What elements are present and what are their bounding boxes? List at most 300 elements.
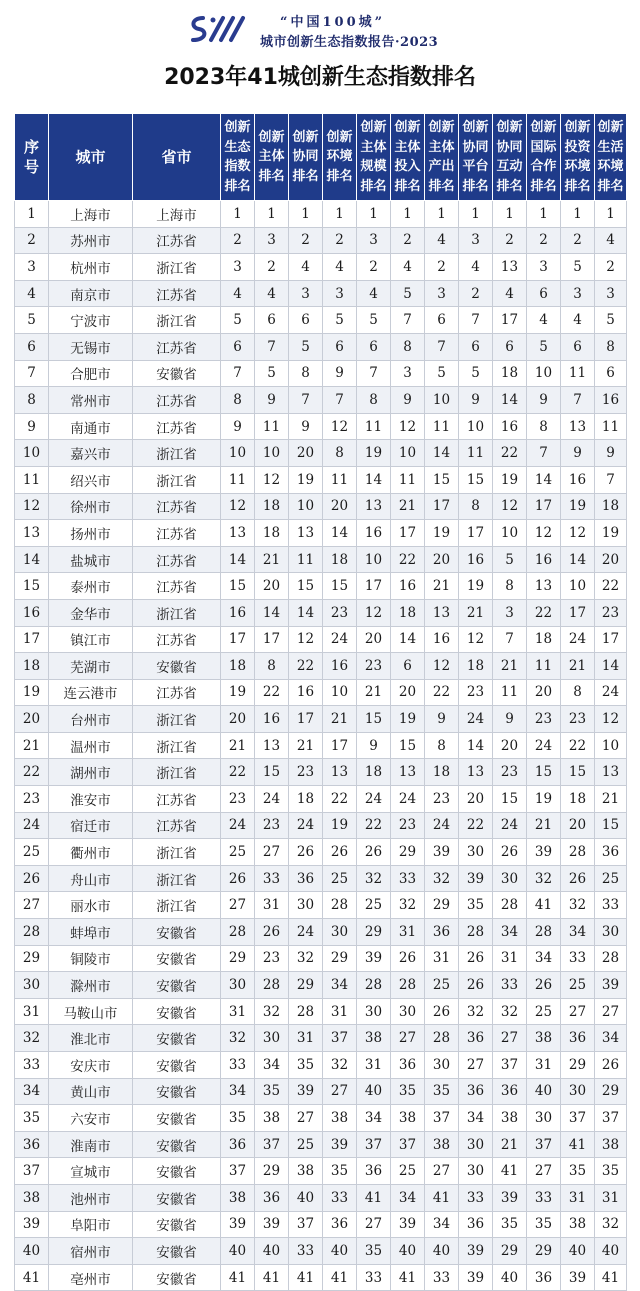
table-row [15,493,627,520]
cell-investment_env: 19 [561,493,595,520]
table-row [15,1105,627,1132]
cell-province: 浙江省 [133,466,221,493]
cell-province: 浙江省 [133,307,221,334]
cell-international: 7 [527,440,561,467]
cell-no: 29 [15,945,49,972]
cell-overall: 21 [221,732,255,759]
cell-synergy_interaction: 1 [493,201,527,228]
cell-synergy: 14 [289,599,323,626]
column-header-text: 协同 [496,139,523,155]
cell-subject: 36 [255,1184,289,1211]
cell-subject_scale: 2 [357,254,391,281]
cell-no: 16 [15,599,49,626]
cell-environment: 27 [323,1078,357,1105]
cell-living_env: 1 [595,201,627,228]
cell-subject_output: 13 [425,599,459,626]
cell-investment_env: 16 [561,466,595,493]
cell-investment_env: 38 [561,1211,595,1238]
cell-environment: 34 [323,972,357,999]
cell-overall: 36 [221,1131,255,1158]
cell-synergy: 12 [289,626,323,653]
cell-environment: 37 [323,1025,357,1052]
ranking-table [14,113,627,1291]
cell-subject_input: 41 [391,1264,425,1291]
cell-province: 江苏省 [133,573,221,600]
cell-international: 36 [527,1264,561,1291]
cell-living_env: 6 [595,360,627,387]
column-header-text: 创新 [564,120,591,135]
column-header-text: 序 [23,138,39,156]
cell-subject: 41 [255,1264,289,1291]
cell-subject_input: 3 [391,360,425,387]
cell-synergy_interaction: 14 [493,387,527,414]
cell-subject: 22 [255,679,289,706]
column-header-text: 创新 [597,120,624,135]
cell-subject_output: 3 [425,280,459,307]
cell-province: 安徽省 [133,1078,221,1105]
cell-subject_output: 23 [425,786,459,813]
cell-subject: 20 [255,573,289,600]
cell-living_env: 36 [595,839,627,866]
table-row [15,1078,627,1105]
table-row [15,839,627,866]
cell-investment_env: 31 [561,1184,595,1211]
cell-synergy_interaction: 38 [493,1105,527,1132]
cell-subject: 31 [255,892,289,919]
cell-investment_env: 40 [561,1238,595,1265]
cell-investment_env: 21 [561,653,595,680]
cell-synergy_platform: 13 [459,759,493,786]
cell-synergy_platform: 28 [459,919,493,946]
cell-city: 苏州市 [49,227,133,254]
cell-synergy_interaction: 27 [493,1025,527,1052]
cell-living_env: 4 [595,227,627,254]
cell-environment: 41 [323,1264,357,1291]
column-header-text: 主体 [258,149,285,165]
cell-living_env: 21 [595,786,627,813]
cell-subject: 9 [255,387,289,414]
cell-subject_scale: 11 [357,413,391,440]
cell-synergy: 40 [289,1184,323,1211]
cell-living_env: 9 [595,440,627,467]
cell-subject: 1 [255,201,289,228]
cell-subject: 29 [255,1158,289,1185]
cell-synergy_platform: 15 [459,466,493,493]
column-header-text: 排名 [394,178,421,194]
cell-city: 合肥市 [49,360,133,387]
cell-environment: 31 [323,998,357,1025]
cell-city: 宿州市 [49,1238,133,1265]
cell-subject_output: 31 [425,945,459,972]
cell-subject_scale: 7 [357,360,391,387]
cell-synergy_interaction: 11 [493,679,527,706]
cell-synergy_interaction: 35 [493,1211,527,1238]
column-header-text: 创新 [360,120,387,135]
cell-synergy_platform: 1 [459,201,493,228]
cell-synergy_platform: 26 [459,972,493,999]
cell-international: 13 [527,573,561,600]
cell-synergy: 31 [289,1025,323,1052]
cell-investment_env: 7 [561,387,595,414]
column-header-text: 指数 [224,159,251,174]
cell-subject_scale: 20 [357,626,391,653]
cell-no: 10 [15,440,49,467]
cell-overall: 13 [221,520,255,547]
cell-overall: 34 [221,1078,255,1105]
cell-investment_env: 6 [561,333,595,360]
cell-subject_output: 14 [425,440,459,467]
cell-overall: 40 [221,1238,255,1265]
table-row [15,1264,627,1291]
cell-city: 湖州市 [49,759,133,786]
cell-environment: 40 [323,1238,357,1265]
cell-investment_env: 32 [561,892,595,919]
cell-overall: 10 [221,440,255,467]
table-row [15,706,627,733]
cell-environment: 16 [323,653,357,680]
cell-international: 10 [527,360,561,387]
cell-living_env: 10 [595,732,627,759]
cell-subject_output: 5 [425,360,459,387]
cell-subject_input: 9 [391,387,425,414]
cell-subject: 23 [255,945,289,972]
cell-subject_input: 19 [391,706,425,733]
column-header-subject_input [391,114,425,201]
cell-synergy: 26 [289,839,323,866]
cell-living_env: 2 [595,254,627,281]
cell-no: 41 [15,1264,49,1291]
cell-province: 浙江省 [133,732,221,759]
cell-no: 24 [15,812,49,839]
cell-subject_scale: 13 [357,493,391,520]
cell-subject_output: 10 [425,387,459,414]
cell-living_env: 16 [595,387,627,414]
cell-province: 浙江省 [133,892,221,919]
cell-environment: 23 [323,599,357,626]
cell-no: 3 [15,254,49,281]
cell-no: 11 [15,466,49,493]
cell-province: 江苏省 [133,546,221,573]
table-row [15,546,627,573]
cell-subject_scale: 5 [357,307,391,334]
cell-subject_output: 24 [425,812,459,839]
cell-investment_env: 11 [561,360,595,387]
column-header-subject_scale [357,114,391,201]
cell-subject_scale: 30 [357,998,391,1025]
cell-subject: 34 [255,1052,289,1079]
cell-subject: 13 [255,732,289,759]
table-row [15,520,627,547]
cell-synergy_interaction: 12 [493,493,527,520]
cell-province: 安徽省 [133,653,221,680]
cell-synergy: 9 [289,413,323,440]
cell-subject_scale: 1 [357,201,391,228]
cell-overall: 27 [221,892,255,919]
cell-subject_input: 7 [391,307,425,334]
cell-subject_output: 1 [425,201,459,228]
cell-subject_output: 39 [425,839,459,866]
cell-no: 18 [15,653,49,680]
cell-living_env: 39 [595,972,627,999]
cell-overall: 11 [221,466,255,493]
cell-city: 淮安市 [49,786,133,813]
cell-overall: 9 [221,413,255,440]
cell-city: 铜陵市 [49,945,133,972]
cell-environment: 8 [323,440,357,467]
cell-synergy_interaction: 23 [493,759,527,786]
column-header-province [133,114,221,201]
column-header-text: 产出 [428,159,455,174]
cell-city: 上海市 [49,201,133,228]
cell-synergy: 1 [289,201,323,228]
cell-city: 扬州市 [49,520,133,547]
cell-subject_input: 26 [391,945,425,972]
cell-living_env: 27 [595,998,627,1025]
cell-synergy: 37 [289,1211,323,1238]
cell-subject_output: 37 [425,1105,459,1132]
cell-synergy: 27 [289,1105,323,1132]
cell-environment: 6 [323,333,357,360]
column-header-text: 协同 [292,149,319,165]
cell-subject_input: 25 [391,1158,425,1185]
cell-subject: 35 [255,1078,289,1105]
cell-environment: 2 [323,227,357,254]
cell-subject_scale: 8 [357,387,391,414]
cell-synergy_platform: 19 [459,573,493,600]
cell-subject_input: 27 [391,1025,425,1052]
cell-city: 池州市 [49,1184,133,1211]
table-row [15,1158,627,1185]
cell-subject_scale: 31 [357,1052,391,1079]
column-header-synergy_interaction [493,114,527,201]
cell-overall: 15 [221,573,255,600]
cell-subject_output: 33 [425,1264,459,1291]
cell-synergy_interaction: 17 [493,307,527,334]
cell-synergy: 11 [289,546,323,573]
cell-subject: 3 [255,227,289,254]
cell-environment: 32 [323,1052,357,1079]
cell-synergy_interaction: 8 [493,573,527,600]
cell-province: 安徽省 [133,1052,221,1079]
cell-province: 江苏省 [133,493,221,520]
cell-overall: 6 [221,333,255,360]
cell-synergy_interaction: 36 [493,1078,527,1105]
table-row [15,413,627,440]
cell-living_env: 31 [595,1184,627,1211]
cell-living_env: 40 [595,1238,627,1265]
cell-living_env: 8 [595,333,627,360]
cell-no: 19 [15,679,49,706]
cell-province: 浙江省 [133,254,221,281]
cell-synergy_interaction: 19 [493,466,527,493]
cell-synergy: 22 [289,653,323,680]
column-header-subject [255,114,289,201]
column-header-no [15,114,49,201]
cell-overall: 18 [221,653,255,680]
cell-environment: 9 [323,360,357,387]
cell-subject: 15 [255,759,289,786]
cell-international: 35 [527,1211,561,1238]
cell-synergy_platform: 10 [459,413,493,440]
cell-overall: 1 [221,201,255,228]
cell-international: 37 [527,1131,561,1158]
column-header-text: 创新 [428,120,455,135]
cell-subject_input: 35 [391,1078,425,1105]
cell-subject_scale: 33 [357,1264,391,1291]
cell-investment_env: 8 [561,679,595,706]
cell-subject_scale: 29 [357,919,391,946]
cell-living_env: 17 [595,626,627,653]
cell-city: 南通市 [49,413,133,440]
cell-synergy_interaction: 32 [493,998,527,1025]
cell-province: 浙江省 [133,706,221,733]
cell-subject_output: 34 [425,1211,459,1238]
cell-subject_output: 25 [425,972,459,999]
table-row [15,387,627,414]
cell-investment_env: 22 [561,732,595,759]
table-body [15,201,627,1291]
cell-province: 江苏省 [133,786,221,813]
column-header-synergy_platform [459,114,493,201]
cell-international: 32 [527,865,561,892]
column-header-text: 排名 [462,178,489,194]
cell-environment: 10 [323,679,357,706]
cell-synergy: 7 [289,387,323,414]
column-header-text: 主体 [360,139,387,155]
cell-international: 16 [527,546,561,573]
cell-living_env: 29 [595,1078,627,1105]
cell-city: 温州市 [49,732,133,759]
cell-subject_output: 29 [425,892,459,919]
cell-subject_scale: 26 [357,839,391,866]
column-header-text: 合作 [530,159,557,174]
cell-synergy_interaction: 31 [493,945,527,972]
cell-city: 常州市 [49,387,133,414]
cell-subject_input: 4 [391,254,425,281]
cell-synergy_platform: 23 [459,679,493,706]
cell-city: 杭州市 [49,254,133,281]
cell-living_env: 7 [595,466,627,493]
cell-synergy_platform: 36 [459,1211,493,1238]
cell-subject_input: 22 [391,546,425,573]
cell-subject_scale: 3 [357,227,391,254]
cell-synergy_platform: 27 [459,1052,493,1079]
cell-subject_output: 22 [425,679,459,706]
cell-synergy_interaction: 40 [493,1264,527,1291]
table-row [15,201,627,228]
cell-subject_scale: 38 [357,1025,391,1052]
column-header-text: 排名 [564,178,591,194]
cell-living_env: 22 [595,573,627,600]
cell-overall: 33 [221,1052,255,1079]
column-header-subject_output [425,114,459,201]
cell-synergy_platform: 14 [459,732,493,759]
cell-synergy: 15 [289,573,323,600]
cell-investment_env: 34 [561,919,595,946]
column-header-text: 排名 [292,168,319,184]
cell-no: 7 [15,360,49,387]
column-header-text: 互动 [496,159,523,174]
cell-subject_scale: 19 [357,440,391,467]
cell-synergy_platform: 36 [459,1078,493,1105]
column-header-international [527,114,561,201]
cell-synergy_interaction: 3 [493,599,527,626]
cell-environment: 30 [323,919,357,946]
cell-subject: 11 [255,413,289,440]
cell-no: 38 [15,1184,49,1211]
cell-city: 黄山市 [49,1078,133,1105]
table-row [15,919,627,946]
cell-subject: 16 [255,706,289,733]
cell-overall: 3 [221,254,255,281]
cell-living_env: 20 [595,546,627,573]
column-header-text: 创新 [530,120,557,135]
cell-environment: 1 [323,201,357,228]
table-row [15,865,627,892]
cell-no: 35 [15,1105,49,1132]
cell-subject: 4 [255,280,289,307]
cell-international: 28 [527,919,561,946]
cell-subject_input: 37 [391,1131,425,1158]
cell-investment_env: 36 [561,1025,595,1052]
column-header-text: 投入 [394,159,421,174]
cell-overall: 38 [221,1184,255,1211]
cell-subject_scale: 37 [357,1131,391,1158]
cell-synergy: 6 [289,307,323,334]
cell-synergy: 41 [289,1264,323,1291]
brand-subtitle: 城市创新生态指数报告·2023 [260,35,439,50]
cell-synergy_interaction: 33 [493,972,527,999]
cell-province: 安徽省 [133,998,221,1025]
cell-synergy: 32 [289,945,323,972]
cell-subject_input: 40 [391,1238,425,1265]
column-header-text: 环境 [597,159,624,174]
cell-synergy_platform: 34 [459,1105,493,1132]
cell-living_env: 15 [595,812,627,839]
table-row [15,626,627,653]
table-row [15,573,627,600]
table-row [15,1238,627,1265]
cell-subject_output: 16 [425,626,459,653]
cell-no: 39 [15,1211,49,1238]
cell-overall: 29 [221,945,255,972]
cell-international: 6 [527,280,561,307]
cell-province: 江苏省 [133,679,221,706]
cell-subject_input: 33 [391,865,425,892]
cell-overall: 22 [221,759,255,786]
cell-city: 马鞍山市 [49,998,133,1025]
cell-investment_env: 17 [561,599,595,626]
cell-synergy: 21 [289,732,323,759]
cell-no: 40 [15,1238,49,1265]
cell-synergy_platform: 32 [459,998,493,1025]
cell-investment_env: 13 [561,413,595,440]
column-header-city [49,114,133,201]
cell-living_env: 33 [595,892,627,919]
cell-subject_output: 15 [425,466,459,493]
cell-subject_input: 13 [391,759,425,786]
cell-subject_scale: 21 [357,679,391,706]
cell-subject_scale: 39 [357,945,391,972]
cell-province: 安徽省 [133,945,221,972]
cell-subject: 26 [255,919,289,946]
cell-province: 安徽省 [133,1264,221,1291]
cell-overall: 26 [221,865,255,892]
cell-living_env: 32 [595,1211,627,1238]
cell-synergy_platform: 9 [459,387,493,414]
cell-no: 33 [15,1052,49,1079]
cell-no: 37 [15,1158,49,1185]
